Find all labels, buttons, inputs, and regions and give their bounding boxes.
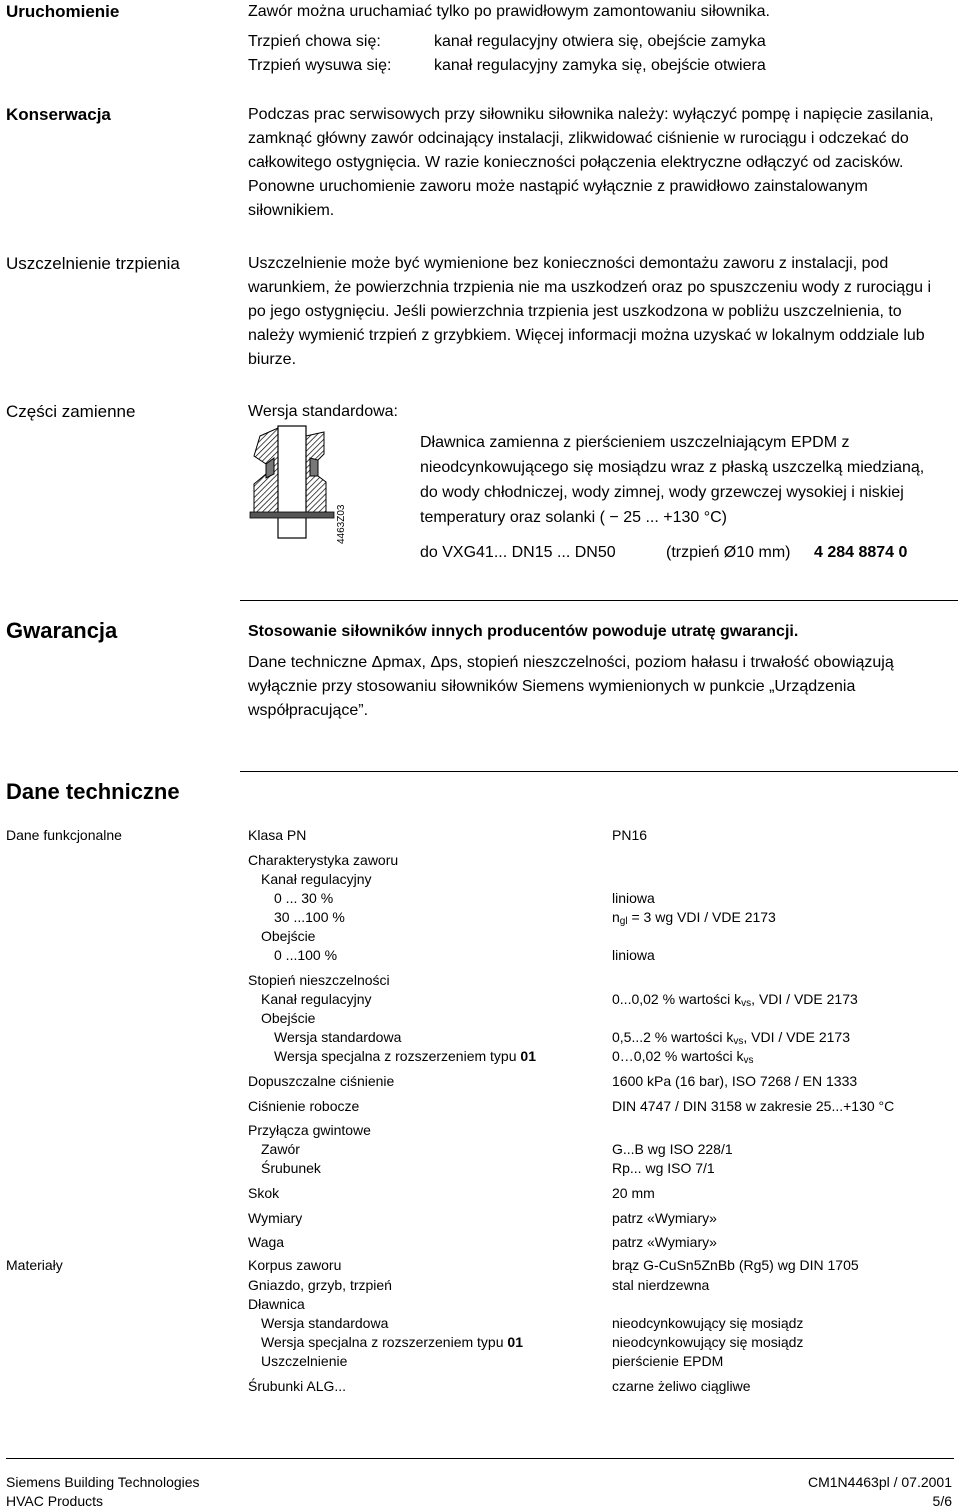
drawing-code-box [336,500,376,544]
tech-row-15-label [248,1121,371,1140]
heading-stem-seal: Uszczelnienie trzpienia [6,254,180,273]
materials-label: Materiały [6,1257,63,1273]
mat-row-7-label-text: Śrubunki ALG... [248,1378,347,1394]
mat-row-1-label-text: Korpus zaworu [248,1257,342,1273]
mat-row-5-label-type: 01 [507,1334,523,1350]
mat-row-2-value: stal nierdzewna [612,1277,710,1293]
mat-row-6-value: pierścienie EPDM [612,1353,724,1369]
warranty-text-post: , stopień nieszczelności, poziom hałasu i trwałość obowiązują wyłącznie przy stosowaniu siłowników Siemens wymienionych w punkcie „Urządzenia współpracujące”. [248,654,894,719]
tech-row-5-label-text: 30 ...100 % [274,909,345,925]
tech-row-12-value [612,1047,754,1066]
mat-row-3-label [248,1295,305,1314]
heading-tech: Dane techniczne [6,779,180,804]
mat-row-4-value: nieodcynkowujący się mosiądz [612,1315,804,1331]
tech-row-11-label-text: Wersja standardowa [274,1029,402,1045]
tech-row-11-value [612,1028,850,1047]
tech-row-1-value: PN16 [612,827,648,843]
mat-row-4-label [261,1314,388,1333]
footer-doc: CM1N4463pl / 07.2001 [808,1474,952,1490]
tech-row-18-value: 20 mm [612,1185,655,1201]
tech-value-sub: vs [733,1036,744,1047]
heading-warranty: Gwarancja [6,618,118,643]
spare-version: Wersja standardowa: [248,403,398,420]
divider-tech [240,771,958,772]
tech-row-5-label [274,908,345,927]
startup-row-2-value: kanał regulacyjny zamyka się, obejście otwiera [434,57,766,74]
tech-value-post: , VDI / VDE 2173 [751,991,858,1007]
mat-row-3-label-text: Dławnica [248,1296,305,1312]
tech-row-4-value: liniowa [612,890,655,906]
tech-row-19-label [248,1209,302,1228]
mat-row-5-label [261,1333,523,1352]
mat-row-1-label [248,1256,341,1275]
tech-row-2-label [248,851,398,870]
startup-row-1-value: kanał regulacyjny otwiera się, obejście zamyka [434,33,766,50]
warranty-sep: , [421,654,431,671]
mat-row-6-label-text: Uszczelnienie [261,1353,348,1369]
heading-maintenance: Konserwacja [6,105,111,124]
tech-row-10-label-text: Obejście [261,1010,316,1026]
tech-row-2-label-text: Charakterystyka zaworu [248,852,399,868]
tech-row-9-label-text: Kanał regulacyjny [261,991,372,1007]
tech-row-4-label-text: 0 ... 30 % [274,890,334,906]
tech-row-1-label [248,826,306,845]
tech-row-11-label [274,1028,401,1047]
tech-row-7-value: liniowa [612,947,655,963]
tech-value-post: = 3 wg VDI / VDE 2173 [627,909,776,925]
mat-row-5-value: nieodcynkowujący się mosiądz [612,1334,804,1350]
divider-warranty [240,600,958,601]
tech-value-pre: n [612,909,620,925]
tech-row-12-label-text: Wersja specjalna z rozszerzeniem typu [274,1048,521,1064]
tech-row-19-label-text: Wymiary [248,1210,303,1226]
tech-row-9-value [612,990,858,1009]
drawing-code: 4463Z03 [336,504,347,544]
mat-row-6-label [261,1352,347,1371]
tech-row-16-label-text: Zawór [261,1141,300,1157]
tech-row-20-value: patrz «Wymiary» [612,1234,717,1250]
tech-row-5-value [612,908,776,927]
tech-row-17-label-text: Śrubunek [261,1160,321,1176]
tech-row-12-label-type: 01 [520,1048,536,1064]
tech-row-16-value: G...B wg ISO 228/1 [612,1141,733,1157]
tech-row-4-label [274,889,333,908]
tech-value-sub: vs [743,1055,754,1066]
tech-row-8-label-text: Stopień nieszczelności [248,972,390,988]
tech-row-13-value: 1600 kPa (16 bar), ISO 7268 / EN 1333 [612,1073,858,1089]
tech-row-6-label-text: Obejście [261,928,316,944]
tech-row-15-label-text: Przyłącza gwintowe [248,1122,371,1138]
tech-row-9-label [261,990,372,1009]
spare-model: do VXG41... DN15 ... DN50 [420,544,616,561]
tech-row-7-label [274,946,337,965]
tech-row-14-label-text: Ciśnienie robocze [248,1098,360,1114]
tech-row-7-label-text: 0 ...100 % [274,947,338,963]
tech-row-17-label [261,1159,321,1178]
functional-label: Dane funkcjonalne [6,827,122,843]
warranty-bold: Stosowanie siłowników innych producentów powoduje utratę gwarancji. [248,623,799,640]
startup-row-2-label: Trzpień wysuwa się: [248,57,392,74]
footer-page: 5/6 [932,1493,952,1509]
maintenance-text: Podczas prac serwisowych przy siłowniku siłownika należy: wyłączyć pompę i napięcie zasilania, zamknąć główny zawór odcinający instalacji, zlikwidować ciśnienie w rurociągu i odczekać do całkowitego ostygnięcia. W razie konieczności połączenia elektryczne odłączyć od zacisków. Ponowne uruchomienie zaworu może nastąpić wyłącznie z prawidłowo zainstalowanym siłownikiem. [248,106,934,219]
mat-row-2-label [248,1276,392,1295]
mat-row-7-label [248,1377,346,1396]
tech-row-18-label-text: Skok [248,1185,280,1201]
tech-row-3-label [261,870,372,889]
tech-row-17-value: Rp... wg ISO 7/1 [612,1160,715,1176]
tech-value-sub: gl [619,916,628,927]
spare-part-number: 4 284 8874 0 [814,544,908,561]
tech-row-18-label [248,1184,279,1203]
spare-description: Dławnica zamienna z pierścieniem uszczelniającym EPDM z nieodcynkowującego się mosiądzu wraz z płaską uszczelką miedzianą, do wody chłodniczej, wody zimnej, wody grzewczej wysokiej i niskiej temperatury oraz solanki ( − 25 ... +130 °C) [420,434,925,526]
tech-row-6-label [261,927,315,946]
tech-row-3-label-text: Kanał regulacyjny [261,871,372,887]
mat-row-7-value: czarne żeliwo ciągliwe [612,1378,751,1394]
tech-row-14-label [248,1097,359,1116]
tech-value-post: , VDI / VDE 2173 [743,1029,850,1045]
divider-footer [6,1458,954,1459]
warranty-text-pre: Dane techniczne [248,654,372,671]
tech-row-14-value: DIN 4747 / DIN 3158 w zakresie 25...+130 °C [612,1098,895,1114]
mat-row-1-value: brąz G-CuSn5ZnBb (Rg5) wg DIN 1705 [612,1257,859,1273]
startup-row-1-label: Trzpień chowa się: [248,33,381,50]
warranty-dp-s: Δps [430,654,458,671]
tech-row-12-label [274,1047,536,1066]
startup-intro: Zawór można uruchamiać tylko po prawidłowym zamontowaniu siłownika. [248,3,770,20]
spare-stem: (trzpień Ø10 mm) [666,544,791,561]
tech-row-20-label [248,1233,284,1252]
heading-startup: Uruchomienie [6,2,120,21]
tech-row-10-label [261,1009,315,1028]
tech-row-19-value: patrz «Wymiary» [612,1210,717,1226]
tech-row-1-label-text: Klasa PN [248,827,307,843]
tech-row-13-label-text: Dopuszczalne ciśnienie [248,1073,395,1089]
tech-value-pre: 0…0,02 % wartości k [612,1048,744,1064]
stem-seal-text: Uszczelnienie może być wymienione bez konieczności demontażu zaworu z instalacji, pod warunkiem, że powierzchnia trzpienia nie ma uszkodzeń oraz po spuszczeniu wody z rurociągu i po jego ostygnięciu. Jeśli powierzchnia trzpienia jest uszkodzona w pobliżu uszczelnienia, to należy wymienić trzpień z grzybkiem. Więcej informacji można uzyskać w lokalnym oddziale lub biurze. [248,255,931,368]
tech-row-16-label [261,1140,300,1159]
warranty-text [248,651,948,723]
warranty-dp-max: Δpmax [371,654,422,671]
tech-value-sub: vs [741,998,752,1009]
tech-row-13-label [248,1072,394,1091]
heading-spare-parts: Części zamienne [6,402,136,421]
footer-division: HVAC Products [6,1493,103,1509]
tech-row-20-label-text: Waga [248,1234,285,1250]
tech-value-pre: 0...0,02 % wartości k [612,991,742,1007]
mat-row-5-label-text: Wersja specjalna z rozszerzeniem typu [261,1334,508,1350]
tech-row-8-label [248,971,390,990]
tech-value-pre: 0,5...2 % wartości k [612,1029,734,1045]
mat-row-2-label-text: Gniazdo, grzyb, trzpień [248,1277,392,1293]
footer-company: Siemens Building Technologies [6,1474,200,1490]
mat-row-4-label-text: Wersja standardowa [261,1315,389,1331]
